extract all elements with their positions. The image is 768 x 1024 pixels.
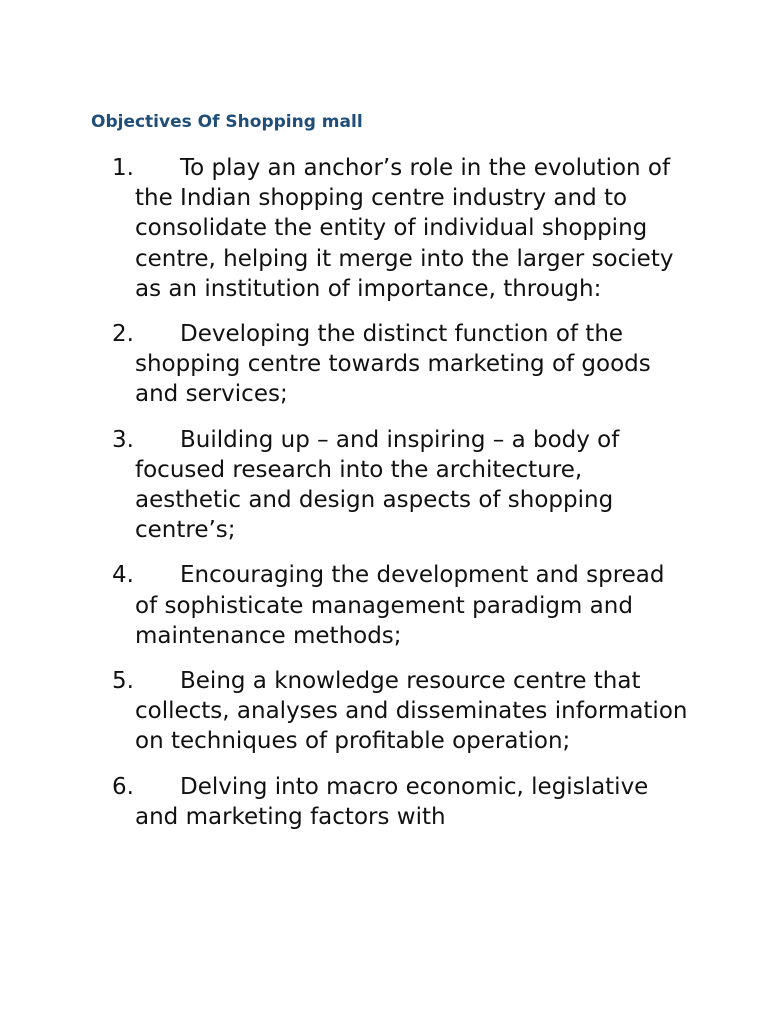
list-item-number: 2.: [112, 321, 134, 348]
list-item: [112, 772, 692, 832]
list-item: [112, 560, 692, 651]
list-item-text: Being a knowledge resource centre that collects, analyses and disseminates information on techniques of profitable operation;: [135, 668, 688, 755]
list-item-text: Delving into macro economic, legislative and marketing factors with: [135, 773, 649, 830]
list-item-text: To play an anchor’s role in the evolution of the Indian shopping centre industry and to consolidate the entity of individual shopping centre, helping it merge into the larger society as an institution of importance, through:: [135, 155, 674, 302]
list-item: [112, 319, 692, 410]
list-item-number: 5.: [112, 668, 134, 695]
list-item-text: Encouraging the development and spread of sophisticate management paradigm and maintenance methods;: [135, 562, 665, 649]
objectives-list: [112, 153, 692, 847]
list-item-number: 6.: [112, 773, 134, 800]
list-item-text: Developing the distinct function of the shopping centre towards marketing of goods and services;: [135, 321, 651, 408]
list-item: [112, 425, 692, 546]
list-item-number: 1.: [112, 155, 134, 181]
list-item: [112, 666, 692, 757]
page-title: Objectives Of Shopping mall: [91, 112, 363, 132]
list-item-number: 3.: [112, 426, 134, 453]
list-item-text: Building up – and inspiring – a body of focused research into the architecture, aesthetic and design aspects of shopping centre’s;: [135, 426, 620, 544]
list-item: [112, 153, 692, 304]
list-item-number: 4.: [112, 562, 134, 589]
